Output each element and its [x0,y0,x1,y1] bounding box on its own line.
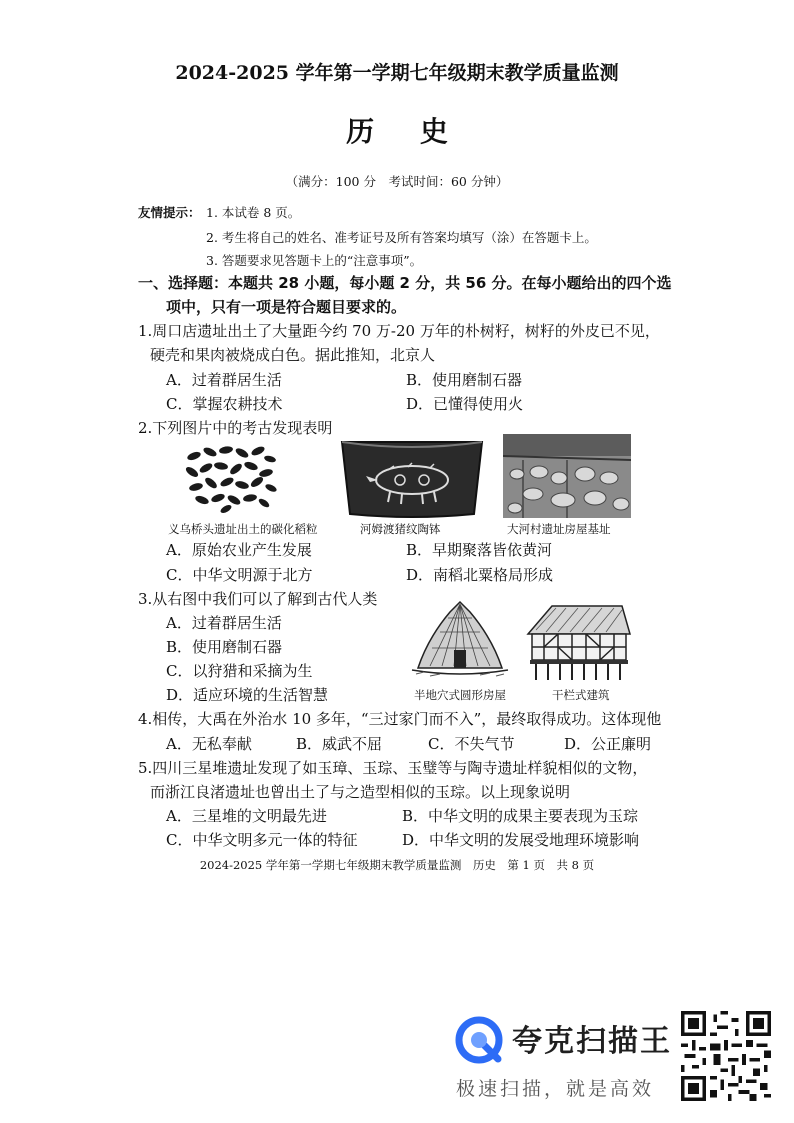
option-b: B．早期聚落皆依黄河 [406,541,553,559]
section-heading-cont: 项中，只有一项是符合题目要求的。 [166,298,407,316]
rice-grains-image [184,442,280,514]
option-b: B．中华文明的成果主要表现为玉琮 [402,807,639,825]
option-d: D．公正廉明 [564,735,652,753]
tip-item: 3. 答题要求见答题卡上的“注意事项”。 [206,253,423,268]
option-a: A．过着群居生活 [166,614,282,632]
house-foundation-image [503,434,631,518]
option-b: B．威武不屈 [296,735,383,753]
option-c: C．中华文明源于北方 [166,566,313,584]
option-d: D．中华文明的发展受地理环境影响 [402,831,640,849]
page-footer: 2024-2025 学年第一学期七年级期末教学质量监测 历史 第 1 页 共 8 页 [199,858,595,872]
option-d: D．已懂得使用火 [406,395,524,413]
option-b: B．使用磨制石器 [166,638,283,656]
question-2-stem: 2.下列图片中的考古发现表明 [138,419,333,437]
section-heading: 一、选择题：本题共 28 小题，每小题 2 分，共 56 分。在每小题给出的四个选 [138,274,672,292]
option-a: A．原始农业产生发展 [166,541,312,559]
question-5-stem: 5.四川三星堆遗址发现了如玉璋、玉琮、玉璧等与陶寺遗址样貌相似的文物， [138,759,648,777]
option-b: B．使用磨制石器 [406,371,523,389]
tip-item: 1. 本试卷 8 页。 [206,205,301,220]
option-a: A．三星堆的文明最先进 [166,807,327,825]
question-4-stem: 4.相传，大禹在外治水 10 多年，“三过家门而不入”，最终取得成功。这体现他 [138,710,662,728]
exam-info: （满分：100 分 考试时间：60 分钟） [285,174,509,189]
stilt-house-image [522,602,634,682]
option-a: A．过着群居生活 [166,371,282,389]
option-a: A．无私奉献 [166,735,252,753]
qr-code-icon [681,1011,771,1101]
question-3-stem: 3.从右图中我们可以了解到古代人类 [138,590,378,608]
quark-logo-icon [454,1015,504,1065]
question-1-stem: 1.周口店遗址出土了大量距今约 70 万-20 万年的朴树籽，树籽的外皮已不见， [138,322,660,340]
option-d: D．适应环境的生活智慧 [166,686,329,704]
option-c: C．中华文明多元一体的特征 [166,831,358,849]
option-c: C．以狩猎和采摘为生 [166,662,313,680]
image-caption: 大河村遗址房屋基址 [507,522,611,536]
watermark-brand: 夸克扫描王 [512,1024,672,1059]
round-house-image [410,598,510,682]
tips-label: 友情提示： [138,205,201,220]
exam-title: 2024-2025 学年第一学期七年级期末教学质量监测 [175,62,619,84]
image-caption: 半地穴式圆形房屋 [414,688,506,702]
image-caption: 干栏式建筑 [552,688,610,702]
question-1-stem-cont: 硬壳和果肉被烧成白色。据此推知，北京人 [150,346,436,364]
watermark-slogan: 极速扫描，就是高效 [456,1078,655,1100]
tip-item: 2. 考生将自己的姓名、准考证号及所有答案均填写（涂）在答题卡上。 [206,230,597,245]
image-caption: 义乌桥头遗址出土的碳化稻粒 [168,522,318,536]
option-c: C．掌握农耕技术 [166,395,283,413]
image-caption: 河姆渡猪纹陶钵 [360,522,441,536]
option-c: C．不失气节 [428,735,515,753]
option-d: D．南稻北粟格局形成 [406,566,554,584]
question-5-stem-cont: 而浙江良渚遗址也曾出土了与之造型相似的玉琮。以上现象说明 [150,783,571,801]
pottery-bowl-image [338,436,486,520]
subject-title: 历 史 [346,115,466,148]
